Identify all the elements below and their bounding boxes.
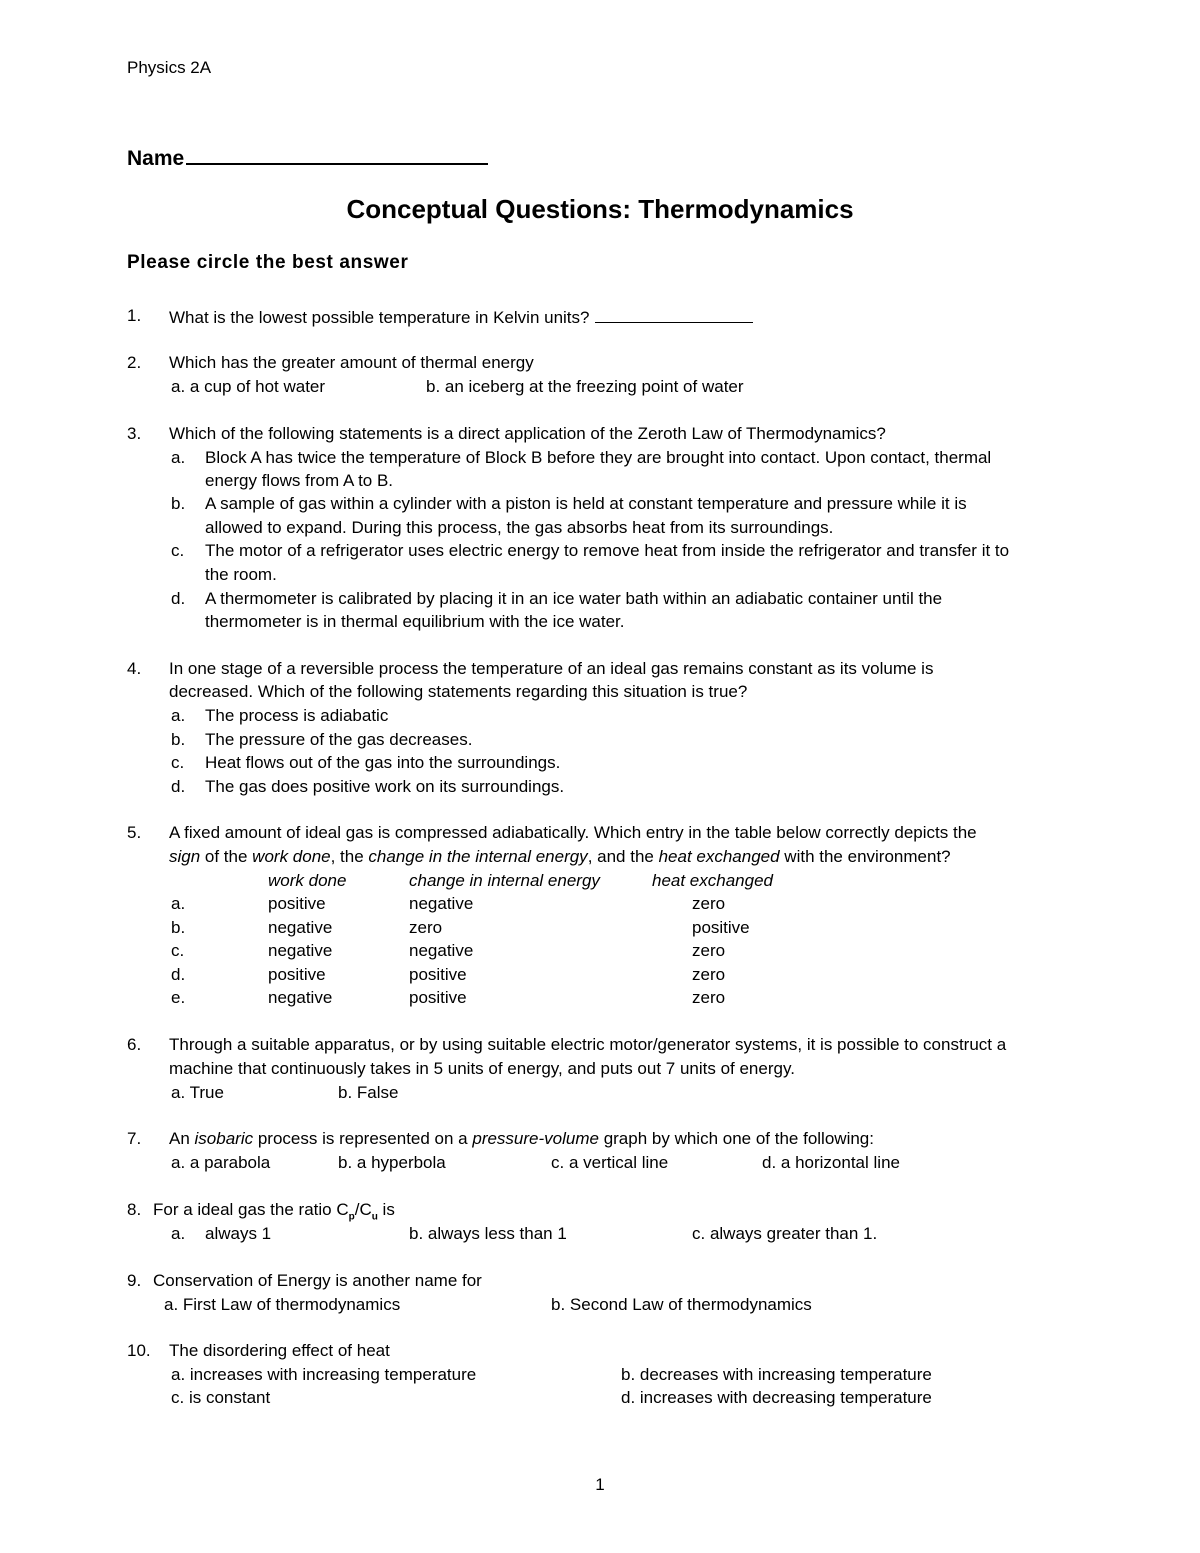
q4-a-label: a. (171, 706, 186, 725)
q5-row-heat: zero (692, 894, 726, 913)
q5-row-work: negative (268, 917, 333, 937)
q5-row-label: e. (171, 988, 186, 1007)
page-title: Conceptual Questions: Thermodynamics (346, 194, 854, 224)
q4-option-a: The process is adiabatic (205, 706, 389, 725)
q3-a-line1: Block A has twice the temperature of Block B before they are brought into contact. Upon contact, thermal (205, 448, 992, 467)
q3-c-line2: the room. (205, 565, 277, 584)
q2-option-a: a. a cup of hot water (171, 377, 326, 396)
q3-d-label: d. (171, 589, 186, 608)
q10-number: 10. (127, 1341, 151, 1360)
q5-row-change: zero (409, 917, 443, 937)
q7-option-c: c. a vertical line (551, 1153, 669, 1172)
q9-number: 9. (127, 1271, 142, 1290)
q1-question: What is the lowest possible temperature in Kelvin units? (169, 308, 590, 327)
q5-row-change: negative (409, 941, 474, 960)
q10-option-b: b. decreases with increasing temperature (621, 1365, 932, 1384)
q7-isobaric: isobaric (194, 1129, 254, 1148)
q3-text: Which of the following statements is a direct application of the Zeroth Law of Thermodynamics? (169, 424, 886, 443)
q5-row-change: positive (409, 964, 467, 984)
q3-a-line2: energy flows from A to B. (205, 471, 394, 490)
q5-row-label: c. (171, 941, 185, 960)
name-field (127, 145, 488, 171)
q6-option-b: b. False (338, 1083, 399, 1102)
q5-number: 5. (127, 823, 142, 842)
q5-and: , and the (587, 847, 659, 866)
q5-sign: sign (169, 847, 201, 866)
q7-pressure-volume: pressure-volume (472, 1129, 599, 1148)
q5-work-done: work done (252, 847, 331, 866)
q5-text-line1: A fixed amount of ideal gas is compressed adiabatically. Which entry in the table below correctly depicts the (169, 823, 977, 842)
q7-end: graph by which one of the following: (598, 1129, 874, 1148)
q2-option-b: b. an iceberg at the freezing point of water (426, 377, 744, 396)
q5-row-heat: zero (692, 941, 726, 960)
q2-text: Which has the greater amount of thermal energy (169, 353, 534, 372)
q4-number: 4. (127, 659, 142, 678)
q5-col-work: work done (268, 871, 347, 890)
q8-a-label: a. (171, 1224, 186, 1243)
q5-of: of the (200, 847, 253, 866)
q3-d-line2: thermometer is in thermal equilibrium with the ice water. (205, 612, 625, 631)
instructions: Please circle the best answer (127, 252, 409, 273)
q5-row-work: positive (268, 894, 326, 913)
q6-text-line1: Through a suitable apparatus, or by using suitable electric motor/generator systems, it is possible to construct a (169, 1035, 1007, 1054)
q4-option-d: The gas does positive work on its surroundings. (205, 777, 565, 796)
name-blank (186, 145, 488, 165)
q5-row-work: positive (268, 964, 326, 984)
page-number: 1 (595, 1475, 605, 1494)
q5-change: change in the internal energy (368, 847, 588, 866)
q5-end: with the environment? (779, 847, 951, 866)
q3-number: 3. (127, 424, 142, 443)
q5-text-line2 (169, 847, 951, 867)
q4-text-line1: In one stage of a reversible process the temperature of an ideal gas remains constant as its volume is (169, 659, 934, 678)
q8-text (153, 1200, 395, 1222)
q7-mid: process is represented on a (253, 1129, 473, 1148)
q3-b-line1: A sample of gas within a cylinder with a piston is held at constant temperature and pressure while it is (205, 494, 967, 513)
q6-option-a: a. True (171, 1083, 224, 1102)
q5-row-heat: zero (692, 988, 726, 1007)
q9-option-a: a. First Law of thermodynamics (164, 1295, 401, 1314)
q5-row-change: negative (409, 894, 474, 913)
q5-row-work: negative (268, 988, 333, 1007)
q8-pre: For a ideal gas the ratio C (153, 1200, 349, 1219)
q10-option-d: d. increases with decreasing temperature (621, 1388, 932, 1407)
name-label: Name (127, 147, 185, 170)
q5-the: , the (330, 847, 369, 866)
q8-sub-p: p (348, 1211, 355, 1223)
q8-number: 8. (127, 1200, 142, 1219)
q9-option-b: b. Second Law of thermodynamics (551, 1295, 812, 1314)
q10-option-a: a. increases with increasing temperature (171, 1365, 477, 1384)
q5-row-heat: positive (692, 917, 750, 937)
q8-slash: /C (354, 1200, 372, 1219)
q3-c-line1: The motor of a refrigerator uses electric energy to remove heat from inside the refrigerator and transfer it to (205, 541, 1010, 560)
q7-option-a: a. a parabola (171, 1153, 271, 1172)
q7-text (169, 1129, 874, 1149)
q8-option-c: c. always greater than 1. (692, 1224, 878, 1243)
q5-row-change: positive (409, 988, 467, 1007)
q7-option-b: b. a hyperbola (338, 1153, 446, 1172)
q3-d-line1: A thermometer is calibrated by placing it in an ice water bath within an adiabatic container until the (205, 589, 943, 608)
q8-end: is (377, 1200, 395, 1219)
q3-a-label: a. (171, 448, 186, 467)
page-header: Physics 2A (127, 58, 212, 77)
q5-row-label: b. (171, 917, 186, 937)
q8-option-a: always 1 (205, 1224, 272, 1243)
q6-text-line2: machine that continuously takes in 5 units of energy, and puts out 7 units of energy. (169, 1059, 795, 1078)
q1-answer-blank (595, 306, 753, 323)
q10-text: The disordering effect of heat (169, 1341, 390, 1360)
q6-number: 6. (127, 1035, 142, 1054)
q4-option-b: The pressure of the gas decreases. (205, 730, 473, 749)
q5-row-label: a. (171, 894, 186, 913)
q8-sub-u: u (371, 1211, 378, 1223)
q4-b-label: b. (171, 730, 186, 749)
q1-text (169, 306, 753, 328)
q4-d-label: d. (171, 777, 186, 796)
q5-row-heat: zero (692, 964, 726, 984)
q9-text: Conservation of Energy is another name for (153, 1271, 482, 1290)
q3-c-label: c. (171, 541, 185, 560)
q7-pre: An (169, 1129, 195, 1148)
q5-heat: heat exchanged (658, 847, 780, 866)
q5-row-work: negative (268, 941, 333, 960)
q3-b-label: b. (171, 494, 186, 513)
q7-number: 7. (127, 1129, 142, 1148)
q8-option-b: b. always less than 1 (409, 1224, 567, 1243)
q4-c-label: c. (171, 753, 185, 772)
q5-row-label: d. (171, 964, 186, 984)
q10-option-c: c. is constant (171, 1388, 271, 1407)
q5-col-heat: heat exchanged (652, 871, 773, 890)
q4-text-line2: decreased. Which of the following statements regarding this situation is true? (169, 682, 748, 701)
q3-b-line2: allowed to expand. During this process, the gas absorbs heat from its surroundings. (205, 518, 834, 537)
q2-number: 2. (127, 353, 142, 372)
q7-option-d: d. a horizontal line (762, 1153, 900, 1172)
q1-number: 1. (127, 306, 142, 325)
q5-col-change: change in internal energy (409, 871, 600, 890)
q4-option-c: Heat flows out of the gas into the surroundings. (205, 753, 561, 772)
